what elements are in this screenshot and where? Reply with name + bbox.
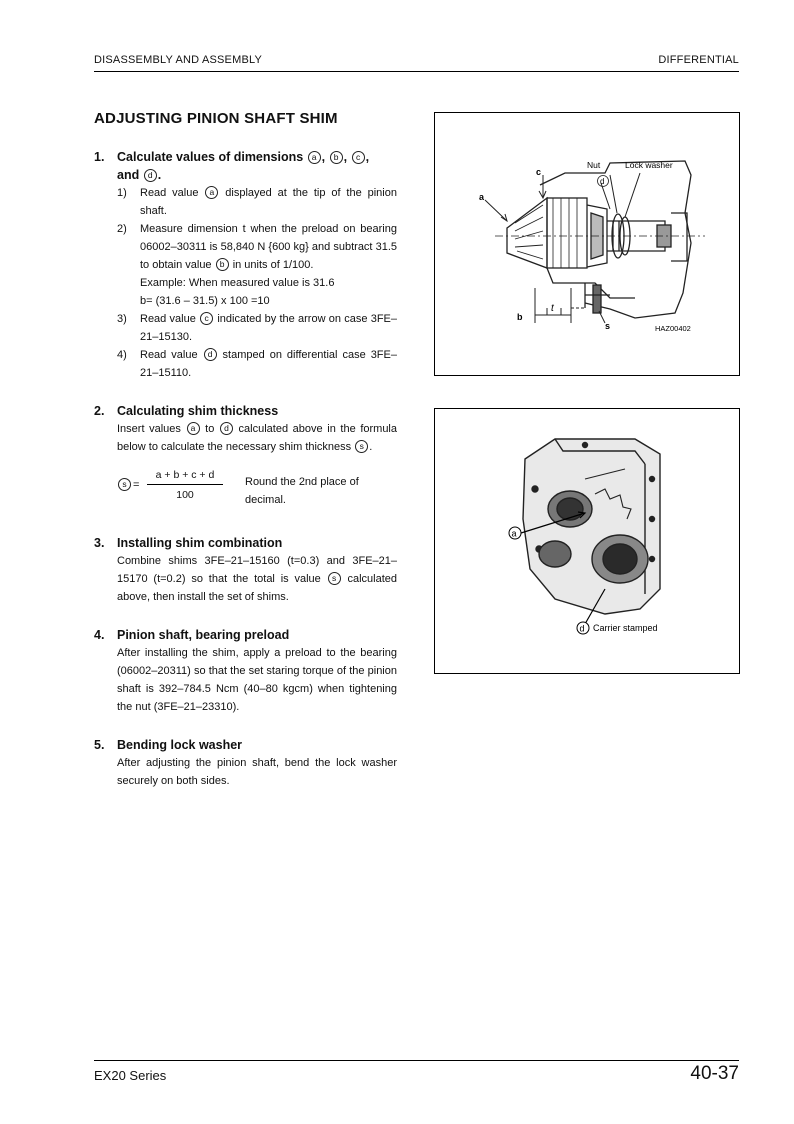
mark-a-icon: a: [308, 151, 321, 164]
formula-denominator: 100: [176, 489, 194, 501]
label-c: c: [536, 167, 542, 177]
mark-c-icon: c: [352, 151, 365, 164]
section-4-heading: 4. Pinion shaft, bearing preload: [94, 628, 290, 642]
label-a: a: [479, 192, 485, 202]
header-section-title: DISASSEMBLY AND ASSEMBLY: [94, 54, 263, 66]
label-t: t: [551, 303, 554, 314]
carrier-stamped-caption: Carrier stamped: [593, 623, 658, 633]
mark-d-icon: d: [144, 169, 157, 182]
footer-rule: [94, 1060, 739, 1061]
section-5-title: Bending lock washer: [117, 738, 243, 752]
section-1-heading: 1. Calculate values of dimensions a , b , c , and d .: [94, 150, 370, 182]
section-4-title: Pinion shaft, bearing preload: [117, 628, 290, 642]
carrier-drawing: [435, 409, 739, 673]
label-lock-washer: Lock washer: [625, 160, 673, 170]
footer-series: EX20 Series: [94, 1068, 167, 1083]
carrier-figure: [434, 408, 740, 674]
label-nut: Nut: [587, 160, 601, 170]
section-2-title: Calculating shim thickness: [117, 404, 279, 418]
section-4: [94, 626, 397, 716]
step-1-2: 2) Measure dimension t when the preload on bearing 06002–30311 is 58,840 N {600 kg} and subtract 31.5 to obtain value b in units of 1/100. Example: When measured value is 31.6 b= (31.6 – 31.5) x 100 =10: [117, 223, 397, 307]
formula-numerator: a + b + c + d: [155, 469, 215, 481]
mark-c-icon: c: [200, 312, 213, 325]
mark-d-icon: d: [220, 422, 233, 435]
label-d: d: [600, 177, 605, 186]
section-1-title: Calculate values of dimensions: [117, 150, 304, 164]
page-header: [94, 54, 739, 70]
figure-code: HAZ00402: [655, 324, 691, 333]
example-calc: b= (31.6 – 31.5) x 100 =10: [140, 295, 270, 307]
page-number: 40-37: [690, 1063, 739, 1084]
example-line: Example: When measured value is 31.6: [140, 277, 335, 289]
procedure-text: [94, 148, 397, 806]
label-d: d: [579, 623, 585, 634]
section-5-body: After adjusting the pinion shaft, bend the lock washer securely on both sides.: [117, 757, 397, 787]
label-a: a: [511, 528, 517, 539]
section-3-title: Installing shim combination: [117, 536, 283, 550]
formula-note: Round the 2nd place of decimal.: [245, 476, 359, 506]
label-s: s: [605, 321, 611, 331]
step-1-1: 1) Read value a displayed at the tip of the pinion shaft.: [117, 187, 397, 217]
section-3: [94, 534, 397, 606]
header-chapter-title: DIFFERENTIAL: [658, 54, 739, 66]
shim-formula: [117, 466, 397, 514]
mark-a-icon: a: [187, 422, 200, 435]
section-3-body: Combine shims 3FE–21–15160 (t=0.3) and 3FE–21–15170 (t=0.2) so that the total is value s calculated above, then install the set of shims.: [117, 555, 398, 603]
pinion-shaft-figure: [434, 112, 740, 376]
mark-b-icon: b: [330, 151, 343, 164]
section-5: [94, 736, 397, 790]
section-2-body: Insert values a to d calculated above in the formula below to calculate the necessary shim thickness s .: [117, 423, 397, 453]
mark-s-icon: s: [118, 478, 131, 491]
section-2-heading: 2. Calculating shim thickness: [94, 404, 279, 418]
formula-equals: =: [133, 479, 140, 491]
pinion-shaft-drawing: [435, 113, 739, 375]
mark-s-icon: s: [355, 440, 368, 453]
step-1-3: 3) Read value c indicated by the arrow on case 3FE–21–15130.: [117, 313, 398, 343]
step-1-4: 4) Read value d stamped on differential case 3FE–21–15110.: [117, 349, 397, 379]
mark-b-icon: b: [216, 258, 229, 271]
mark-s-icon: s: [328, 572, 341, 585]
section-2: [94, 402, 397, 514]
section-4-body: After installing the shim, apply a preload to the bearing (06002–20311) so that the set staring torque of the pinion shaft is 392–784.5 Ncm (40–80 kgcm) when tightening the nut (3FE–21–23310).: [117, 647, 397, 713]
section-number: 1.: [94, 150, 105, 164]
page-title: ADJUSTING PINION SHAFT SHIM: [94, 110, 338, 127]
section-1: [94, 148, 397, 382]
header-rule: [94, 71, 739, 72]
label-b: b: [517, 312, 523, 322]
section-3-heading: 3. Installing shim combination: [94, 536, 283, 550]
mark-d-icon: d: [204, 348, 217, 361]
section-5-heading: 5. Bending lock washer: [94, 738, 243, 752]
fraction-bar: [147, 484, 223, 485]
mark-a-icon: a: [205, 186, 218, 199]
